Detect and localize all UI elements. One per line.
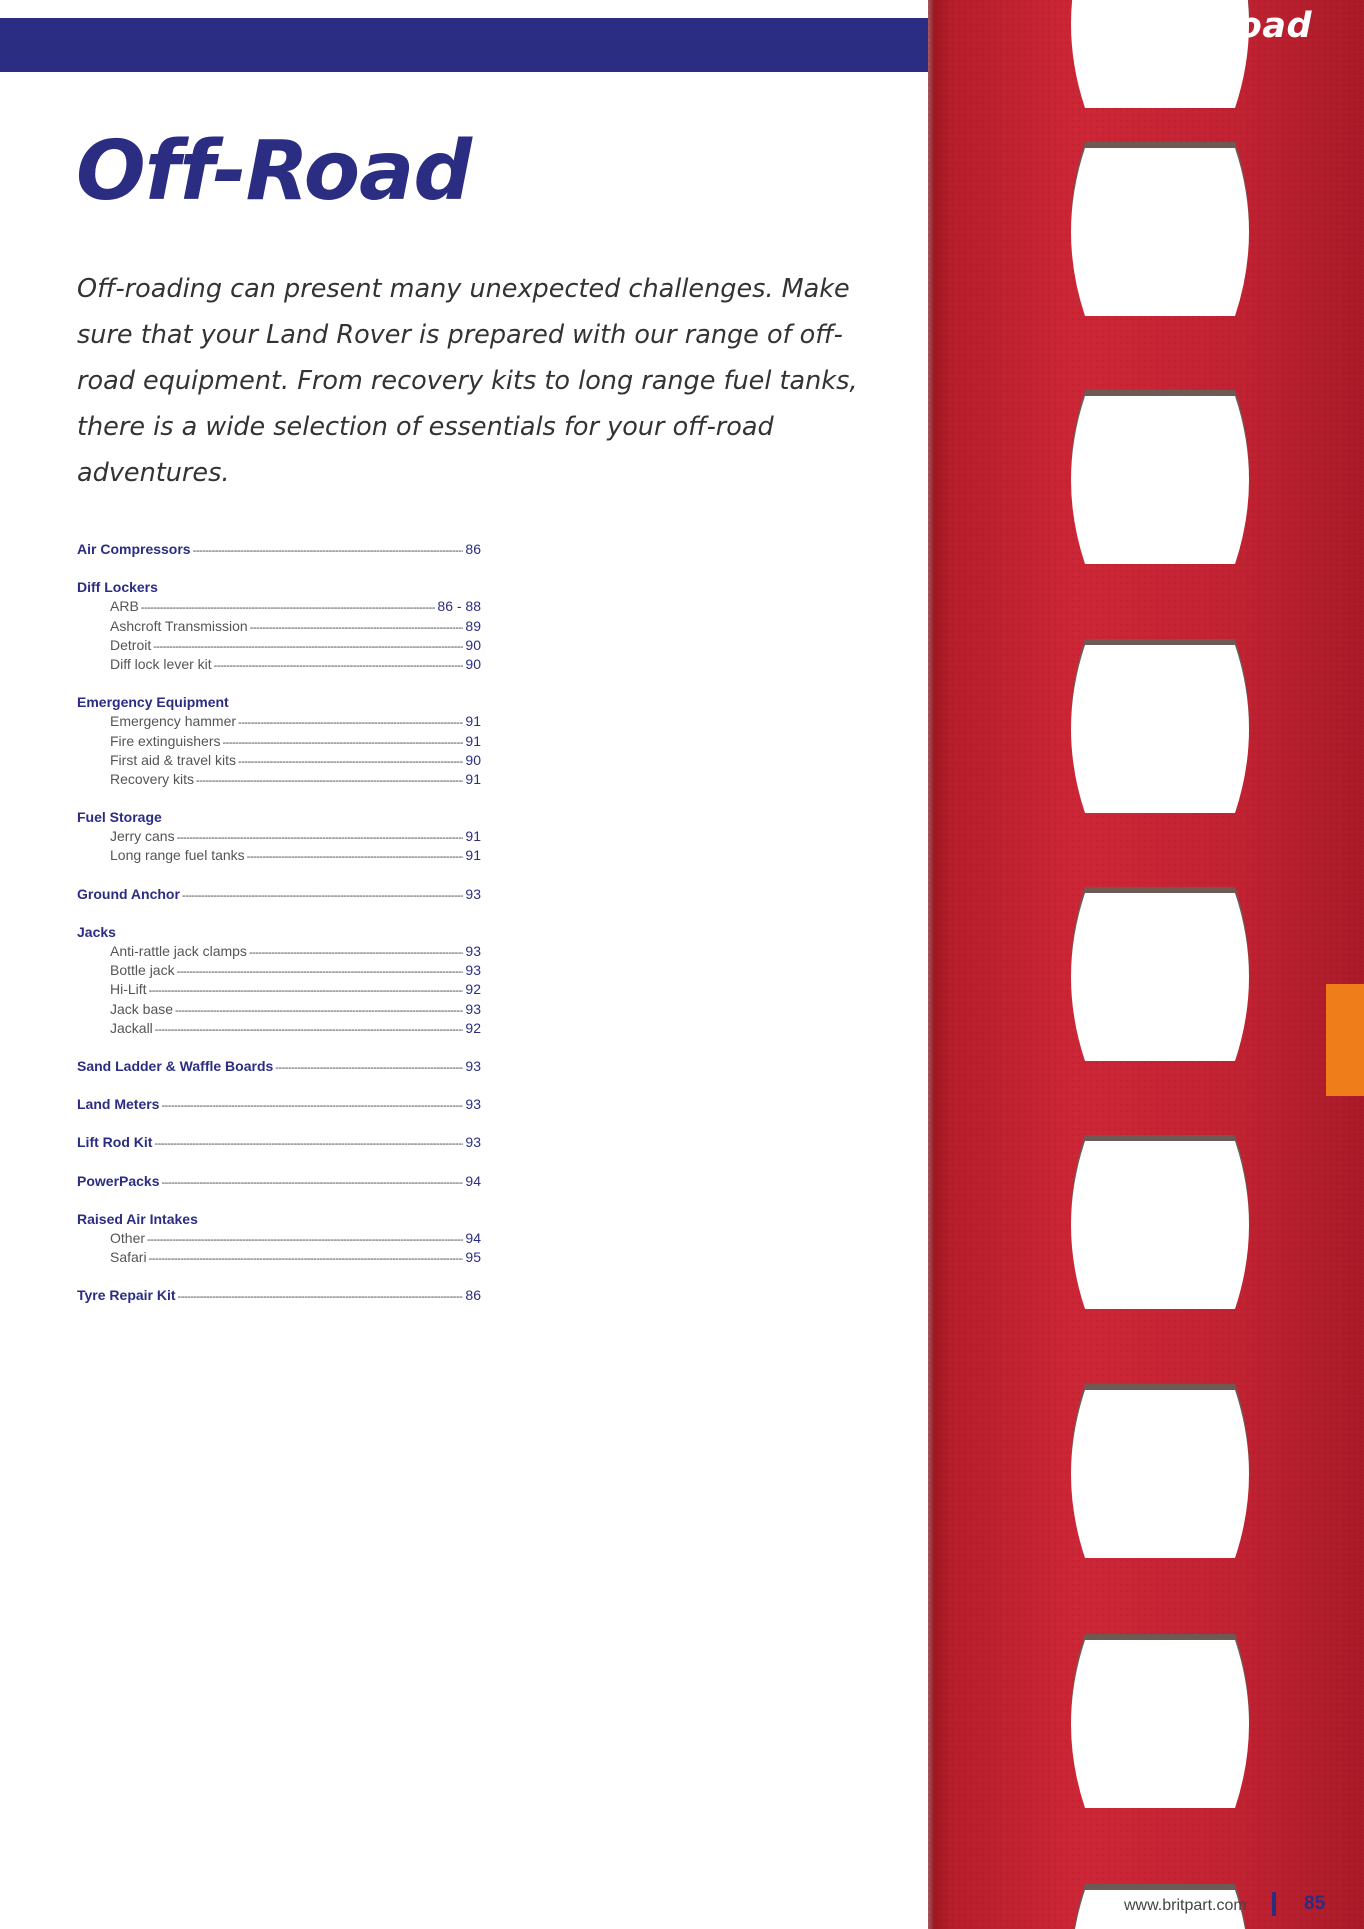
index-label: Recovery kits	[110, 770, 195, 787]
index-group	[77, 540, 481, 559]
index-entry[interactable]	[77, 980, 481, 999]
index-group	[77, 1210, 481, 1268]
section-header-label: > Off-Road	[1093, 6, 1312, 46]
index-heading[interactable]	[77, 885, 481, 904]
footer-url[interactable]: www.britpart.com	[1124, 1897, 1247, 1914]
index-group	[77, 1172, 481, 1191]
leader-dots	[247, 848, 464, 867]
index-label: Hi-Lift	[110, 981, 147, 998]
index-page-ref: 90	[465, 636, 481, 653]
leader-dots	[155, 1021, 464, 1040]
index-label: Diff lock lever kit	[110, 655, 212, 672]
index-group	[77, 808, 481, 866]
leader-dots	[182, 887, 464, 906]
index-group	[77, 1057, 481, 1076]
index-group	[77, 693, 481, 789]
index-heading[interactable]	[77, 808, 481, 827]
index-label: Ashcroft Transmission	[110, 617, 248, 634]
index-group	[77, 1133, 481, 1152]
index-page-ref: 91	[465, 713, 481, 730]
index-label: Detroit	[110, 636, 152, 653]
index-entry[interactable]	[77, 1248, 481, 1267]
index-label: PowerPacks	[77, 1172, 160, 1189]
index-entry[interactable]	[77, 751, 481, 770]
leader-dots	[249, 944, 463, 963]
bar-hole	[1071, 396, 1249, 564]
section-tab-marker	[1326, 984, 1364, 1096]
index-page-ref: 89	[465, 617, 481, 634]
index-label: Raised Air Intakes	[77, 1210, 198, 1227]
leader-dots	[275, 1059, 463, 1078]
index-heading[interactable]	[77, 1210, 481, 1229]
index-page-ref: 90	[465, 655, 481, 672]
index-entry[interactable]	[77, 655, 481, 674]
index-page-ref: 92	[465, 1019, 481, 1036]
index-heading[interactable]	[77, 540, 481, 559]
page-number: 85	[1304, 1893, 1326, 1914]
jack-bar-photo	[928, 0, 1364, 1929]
leader-dots	[193, 542, 464, 561]
index-page-ref: 91	[465, 828, 481, 845]
index-entry[interactable]	[77, 1019, 481, 1038]
index-entry[interactable]	[77, 732, 481, 751]
bar-hole	[1071, 1640, 1249, 1808]
leader-dots	[149, 1250, 464, 1269]
index-entry[interactable]	[77, 617, 481, 636]
index-page-ref: 93	[465, 1134, 481, 1151]
bar-hole	[1071, 1141, 1249, 1309]
index-page-ref: 91	[465, 732, 481, 749]
index-entry[interactable]	[77, 1000, 481, 1019]
index-page-ref: 95	[465, 1249, 481, 1266]
index-page-ref: 94	[465, 1229, 481, 1246]
leader-dots	[177, 963, 464, 982]
leader-dots	[238, 753, 463, 772]
leader-dots	[223, 734, 464, 753]
index-label: ARB	[110, 598, 139, 615]
index-label: Fuel Storage	[77, 809, 162, 826]
index-page-ref: 86	[465, 1287, 481, 1304]
index-label: Safari	[110, 1249, 147, 1266]
index-label: Bottle jack	[110, 962, 175, 979]
index-page-ref: 93	[465, 962, 481, 979]
intro-paragraph: Off-roading can present many unexpected challenges. Make sure that your Land Rover is prepared with our range of off-road equipment. From recovery kits to long range fuel tanks, there is a wide selection of essentials for your off-road adventures.	[77, 274, 858, 488]
leader-dots	[238, 714, 463, 733]
index-page-ref: 94	[465, 1172, 481, 1189]
index-label: Lift Rod Kit	[77, 1134, 153, 1151]
index-label: Jack base	[110, 1000, 174, 1017]
leader-dots	[162, 1174, 464, 1193]
index-label: Long range fuel tanks	[110, 847, 245, 864]
index-label: Diff Lockers	[77, 579, 158, 596]
leader-dots	[149, 982, 464, 1001]
index-heading[interactable]	[77, 693, 481, 712]
leader-dots	[196, 772, 463, 791]
index-page-ref: 93	[465, 885, 481, 902]
bar-hole	[1071, 893, 1249, 1061]
index-entry[interactable]	[77, 597, 481, 616]
index-page-ref: 91	[465, 847, 481, 864]
index-label: Tyre Repair Kit	[77, 1287, 176, 1304]
index-label: Emergency Equipment	[77, 694, 229, 711]
index-label: Land Meters	[77, 1096, 160, 1113]
index-heading[interactable]	[77, 1057, 481, 1076]
index-heading[interactable]	[77, 923, 481, 942]
index-group	[77, 1286, 481, 1305]
leader-dots	[147, 1231, 463, 1250]
index-entry[interactable]	[77, 1229, 481, 1248]
leader-dots	[161, 1097, 463, 1116]
index-label: Ground Anchor	[77, 885, 180, 902]
index-heading[interactable]	[77, 1133, 481, 1152]
index-page-ref: 86 - 88	[437, 598, 481, 615]
index-list	[77, 540, 481, 1324]
index-heading[interactable]	[77, 578, 481, 597]
bar-hole	[1071, 1390, 1249, 1558]
bar-hole	[1071, 645, 1249, 813]
index-entry[interactable]	[77, 961, 481, 980]
index-page-ref: 92	[465, 981, 481, 998]
index-label: First aid & travel kits	[110, 751, 237, 768]
index-label: Emergency hammer	[110, 713, 237, 730]
index-label: Jackall	[110, 1019, 153, 1036]
index-heading[interactable]	[77, 1286, 481, 1305]
index-entry[interactable]	[77, 712, 481, 731]
index-page-ref: 91	[465, 770, 481, 787]
index-entry[interactable]	[77, 636, 481, 655]
index-entry[interactable]	[77, 846, 481, 865]
index-label: Other	[110, 1229, 146, 1246]
index-label: Air Compressors	[77, 541, 191, 557]
index-page-ref: 93	[465, 1057, 481, 1074]
index-label: Jacks	[77, 923, 116, 940]
index-label: Sand Ladder & Waffle Boards	[77, 1057, 274, 1074]
index-page-ref: 93	[465, 1096, 481, 1113]
leader-dots	[178, 1288, 464, 1307]
leader-dots	[214, 657, 464, 676]
index-page-ref: 90	[465, 751, 481, 768]
index-entry[interactable]	[77, 770, 481, 789]
index-heading[interactable]	[77, 1172, 481, 1191]
leader-dots	[154, 1135, 463, 1154]
index-page-ref: 86	[465, 541, 481, 557]
index-label: Fire extinguishers	[110, 732, 221, 749]
page-title: Off-Road	[76, 124, 472, 219]
bar-hole	[1071, 148, 1249, 316]
index-page-ref: 93	[465, 943, 481, 959]
index-group	[77, 1095, 481, 1114]
index-group	[77, 885, 481, 904]
index-group	[77, 923, 481, 1038]
index-label: Anti-rattle jack clamps	[110, 943, 247, 959]
footer-divider	[1272, 1892, 1276, 1916]
index-page-ref: 93	[465, 1000, 481, 1017]
index-entry[interactable]	[77, 942, 481, 961]
leader-dots	[250, 619, 464, 638]
index-entry[interactable]	[77, 827, 481, 846]
index-group	[77, 578, 481, 674]
index-heading[interactable]	[77, 1095, 481, 1114]
index-label: Jerry cans	[110, 828, 175, 845]
leader-dots	[175, 1002, 463, 1021]
